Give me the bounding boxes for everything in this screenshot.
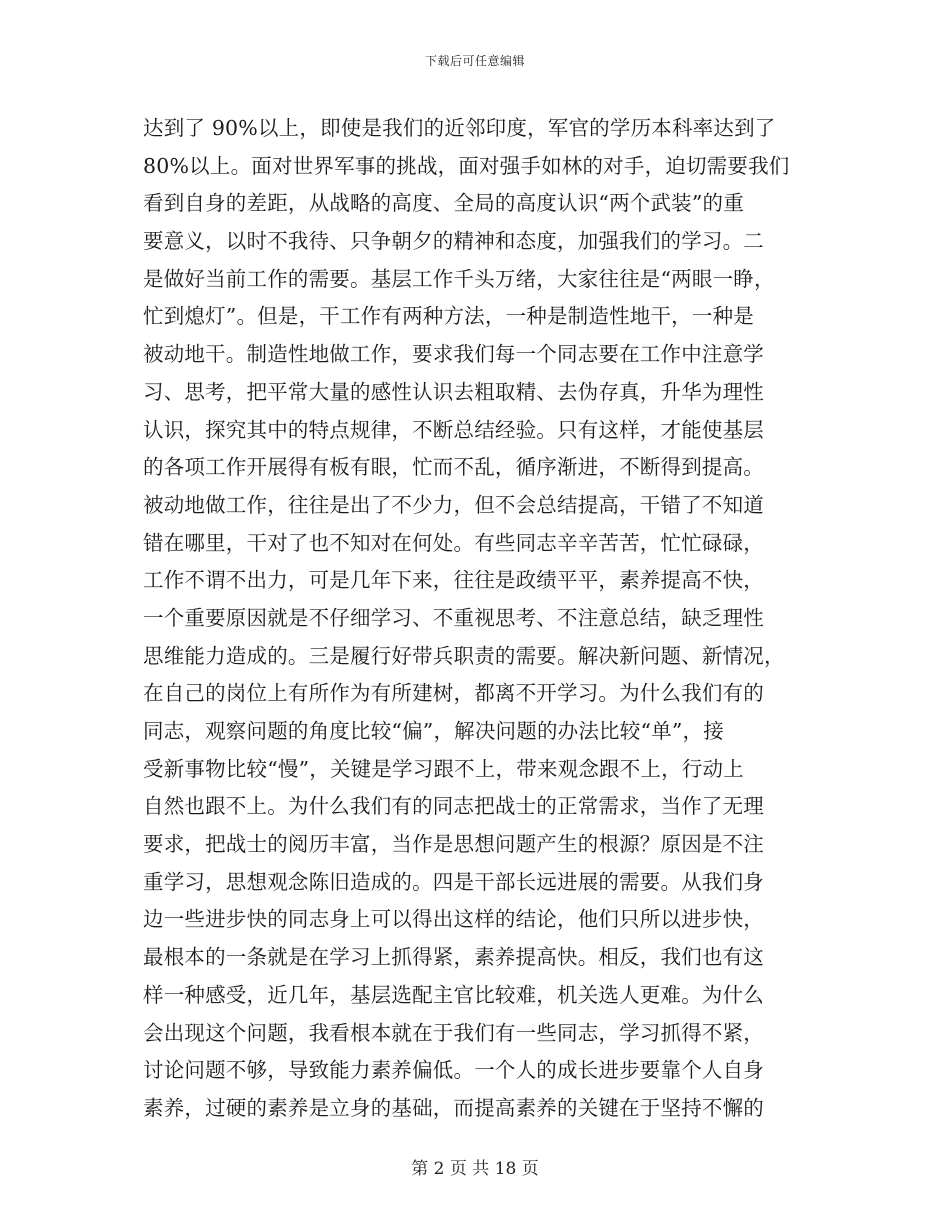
text-line: 一个重要原因就是不仔细学习、不重视思考、不注意总结，缺乏理性	[143, 605, 764, 630]
text-line: 工作不谓不出力，可是几年下来，往往是政绩平平，素养提高不快，	[143, 568, 764, 593]
text-line: 要求，把战士的阅历丰富，当作是思想问题产生的根源？原因是不注	[143, 832, 764, 857]
text-line: 思维能力造成的。三是履行好带兵职责的需要。解决新问题、新情况，	[143, 643, 785, 668]
text-line: 在自己的岗位上有所作为有所建树，都离不开学习。为什么我们有的	[143, 681, 764, 706]
text-line: 素养，过硬的素养是立身的基础，而提高素养的关键在于坚持不懈的	[143, 1095, 764, 1120]
text-line: 错在哪里，干对了也不知对在何处。有些同志辛辛苦苦，忙忙碌碌，	[143, 530, 764, 555]
text-line: 被动地做工作，往往是出了不少力，但不会总结提高，干错了不知道	[143, 492, 764, 517]
text-line: 认识，探究其中的特点规律，不断总结经验。只有这样，才能使基层	[143, 417, 764, 442]
text-line: 会出现这个问题，我看根本就在于我们有一些同志，学习抓得不紧，	[143, 1020, 764, 1045]
text-line: 80%以上。面对世界军事的挑战，面对强手如林的对手，迫切需要我们	[143, 153, 790, 178]
text-line: 的各项工作开展得有板有眼，忙而不乱，循序渐进，不断得到提高。	[143, 455, 764, 480]
text-line: 达到了 90%以上，即使是我们的近邻印度，军官的学历本科率达到了	[143, 116, 776, 140]
text-line: 自然也跟不上。为什么我们有的同志把战士的正常需求，当作了无理	[143, 794, 764, 819]
text-line: 边一些进步快的同志身上可以得出这样的结论，他们只所以进步快，	[143, 907, 764, 932]
text-line: 讨论问题不够，导致能力素养偏低。一个人的成长进步要靠个人自身	[143, 1058, 764, 1083]
page-number: 第 2 页 共 18 页	[411, 1159, 539, 1179]
text-line: 要意义，以时不我待、只争朝夕的精神和态度，加强我们的学习。二	[143, 229, 764, 254]
text-line: 同志，观察问题的角度比较“偏”，解决问题的办法比较“单”，接	[143, 719, 724, 743]
text-line: 习、思考，把平常大量的感性认识去粗取精、去伪存真，升华为理性	[143, 379, 764, 404]
text-line: 被动地干。制造性地做工作，要求我们每一个同志要在工作中注意学	[143, 342, 764, 367]
text-line: 忙到熄灯”。但是，干工作有两种方法，一种是制造性地干，一种是	[143, 304, 754, 329]
text-line: 重学习，思想观念陈旧造成的。四是干部长远进展的需要。从我们身	[143, 869, 764, 894]
text-line: 是做好当前工作的需要。基层工作千头万绪，大家往往是“两眼一睁，	[143, 266, 775, 291]
text-line: 看到自身的差距，从战略的高度、全局的高度认识“两个武装”的重	[143, 191, 744, 216]
text-line: 受新事物比较“慢”，关键是学习跟不上，带来观念跟不上，行动上	[143, 756, 744, 781]
text-line: 最根本的一条就是在学习上抓得紧，素养提高快。相反，我们也有这	[143, 945, 764, 970]
text-line: 样一种感受，近几年，基层选配主官比较难，机关选人更难。为什么	[143, 982, 764, 1007]
body-text	[143, 110, 803, 1128]
page-header: 下载后可任意编辑	[424, 54, 525, 68]
